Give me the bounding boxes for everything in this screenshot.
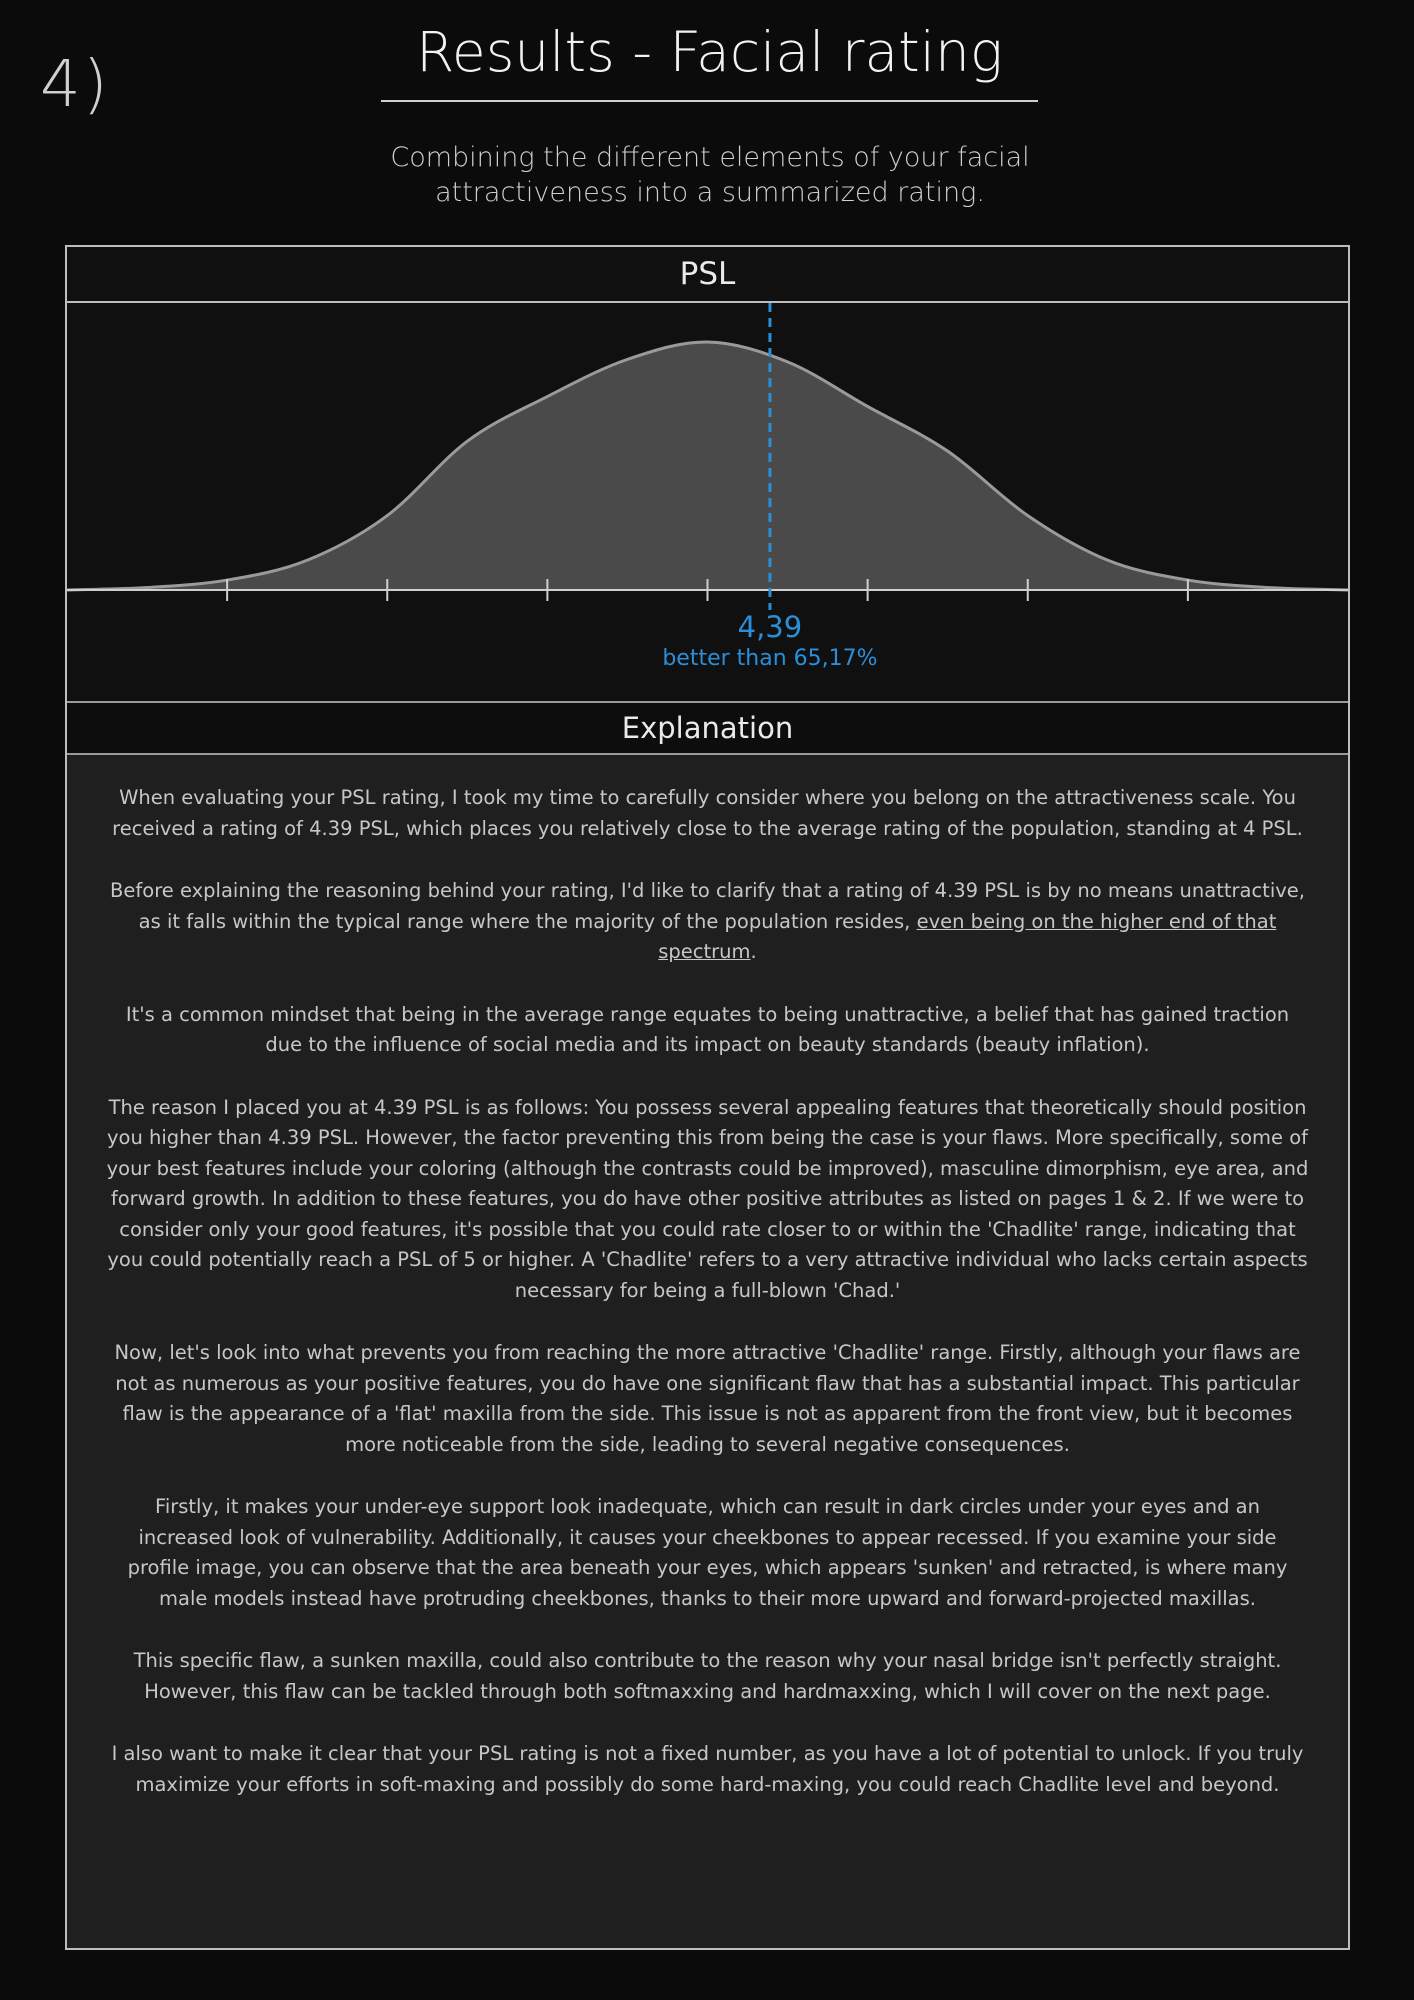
percentile-text: better than 65,17% (662, 646, 878, 671)
explanation-paragraph-4: The reason I placed you at 4.39 PSL is as follows: You possess several appealing features that theoretically should position you higher than 4.39 PSL. However, the factor preventing this from being the case is your flaws. More specifically, some of your best features include your coloring (although the contrasts could be improved), masculine dimorphism, eye area, and forward growth. In addition to these features, you do have other positive attributes as listed on pages 1 & 2. If we were to consider only your good features, it's possible that you could rate closer to or within the 'Chadlite' range, indicating that you could potentially reach a PSL of 5 or higher. A 'Chadlite' refers to a very attractive individual who lacks certain aspects necessary for being a full-blown 'Chad.' (106, 1095, 1309, 1302)
explanation-heading: Explanation (67, 703, 1348, 755)
explanation-paragraph-2 (105, 876, 1310, 968)
explanation-paragraph-5: Now, let's look into what prevents you from reaching the more attractive 'Chadlite' range. Firstly, although your flaws are not as numerous as your positive features, you do have one significant flaw that has a substantial impact. This particular flaw is the appearance of a 'flat' maxilla from the side. This issue is not as apparent from the front view, but it becomes more noticeable from the side, leading to several negative consequences. (114, 1341, 1301, 1456)
explanation-body (67, 755, 1348, 1948)
explanation-paragraph-6: Firstly, it makes your under-eye support look inadequate, which can result in dark circles under your eyes and an increased look of vulnerability. Additionally, it causes your cheekbones to appear recessed. If you examine your side profile image, you can observe that the area beneath your eyes, which appears 'sunken' and retracted, is where many male models instead have protruding cheekbones, thanks to their more upward and forward-projected maxillas. (127, 1495, 1288, 1610)
explanation-paragraph-8: I also want to make it clear that your PSL rating is not a fixed number, as you have a lot of potential to unlock. If you truly maximize your efforts in soft-maxing and possibly do some hard-maxing, you could reach Chadlite level and beyond. (111, 1742, 1304, 1796)
paragraph-2-text: Before explaining the reasoning behind your rating, I'd like to clarify that a rating of 4.39 PSL is by no means unattractive, as it falls within the typical range where the majority of the population resides, (110, 879, 1305, 933)
title-underline (381, 100, 1038, 102)
psl-score: 4,39 (737, 610, 803, 644)
rating-panel (65, 245, 1350, 1950)
paragraph-2-end: . (750, 940, 757, 963)
page-title: Results - Facial rating (416, 20, 1003, 84)
score-block (640, 303, 900, 703)
explanation-paragraph-3: It's a common mindset that being in the average range equates to being unattractive, a belief that has gained traction due to the influence of social media and its impact on beauty standards (beauty inflation). (125, 1002, 1290, 1056)
psl-heading: PSL (67, 247, 1348, 303)
explanation-paragraph-1: When evaluating your PSL rating, I took my time to carefully consider where you belong on the attractiveness scale. You received a rating of 4.39 PSL, which places you relatively close to the average rating of the population, standing at 4 PSL. (112, 786, 1303, 840)
underlined-phrase: even being on the higher end of that spectrum (658, 909, 1277, 963)
psl-distribution-chart (67, 303, 1348, 703)
page-number: 4) (40, 48, 110, 122)
page-subtitle: Combining the different elements of your facial attractiveness into a summarized rating. (390, 142, 1030, 208)
explanation-paragraph-7: This specific flaw, a sunken maxilla, could also contribute to the reason why your nasal bridge isn't perfectly straight. However, this flaw can be tackled through both softmaxxing and hardmaxxing, which I will cover on the next page. (133, 1649, 1282, 1703)
